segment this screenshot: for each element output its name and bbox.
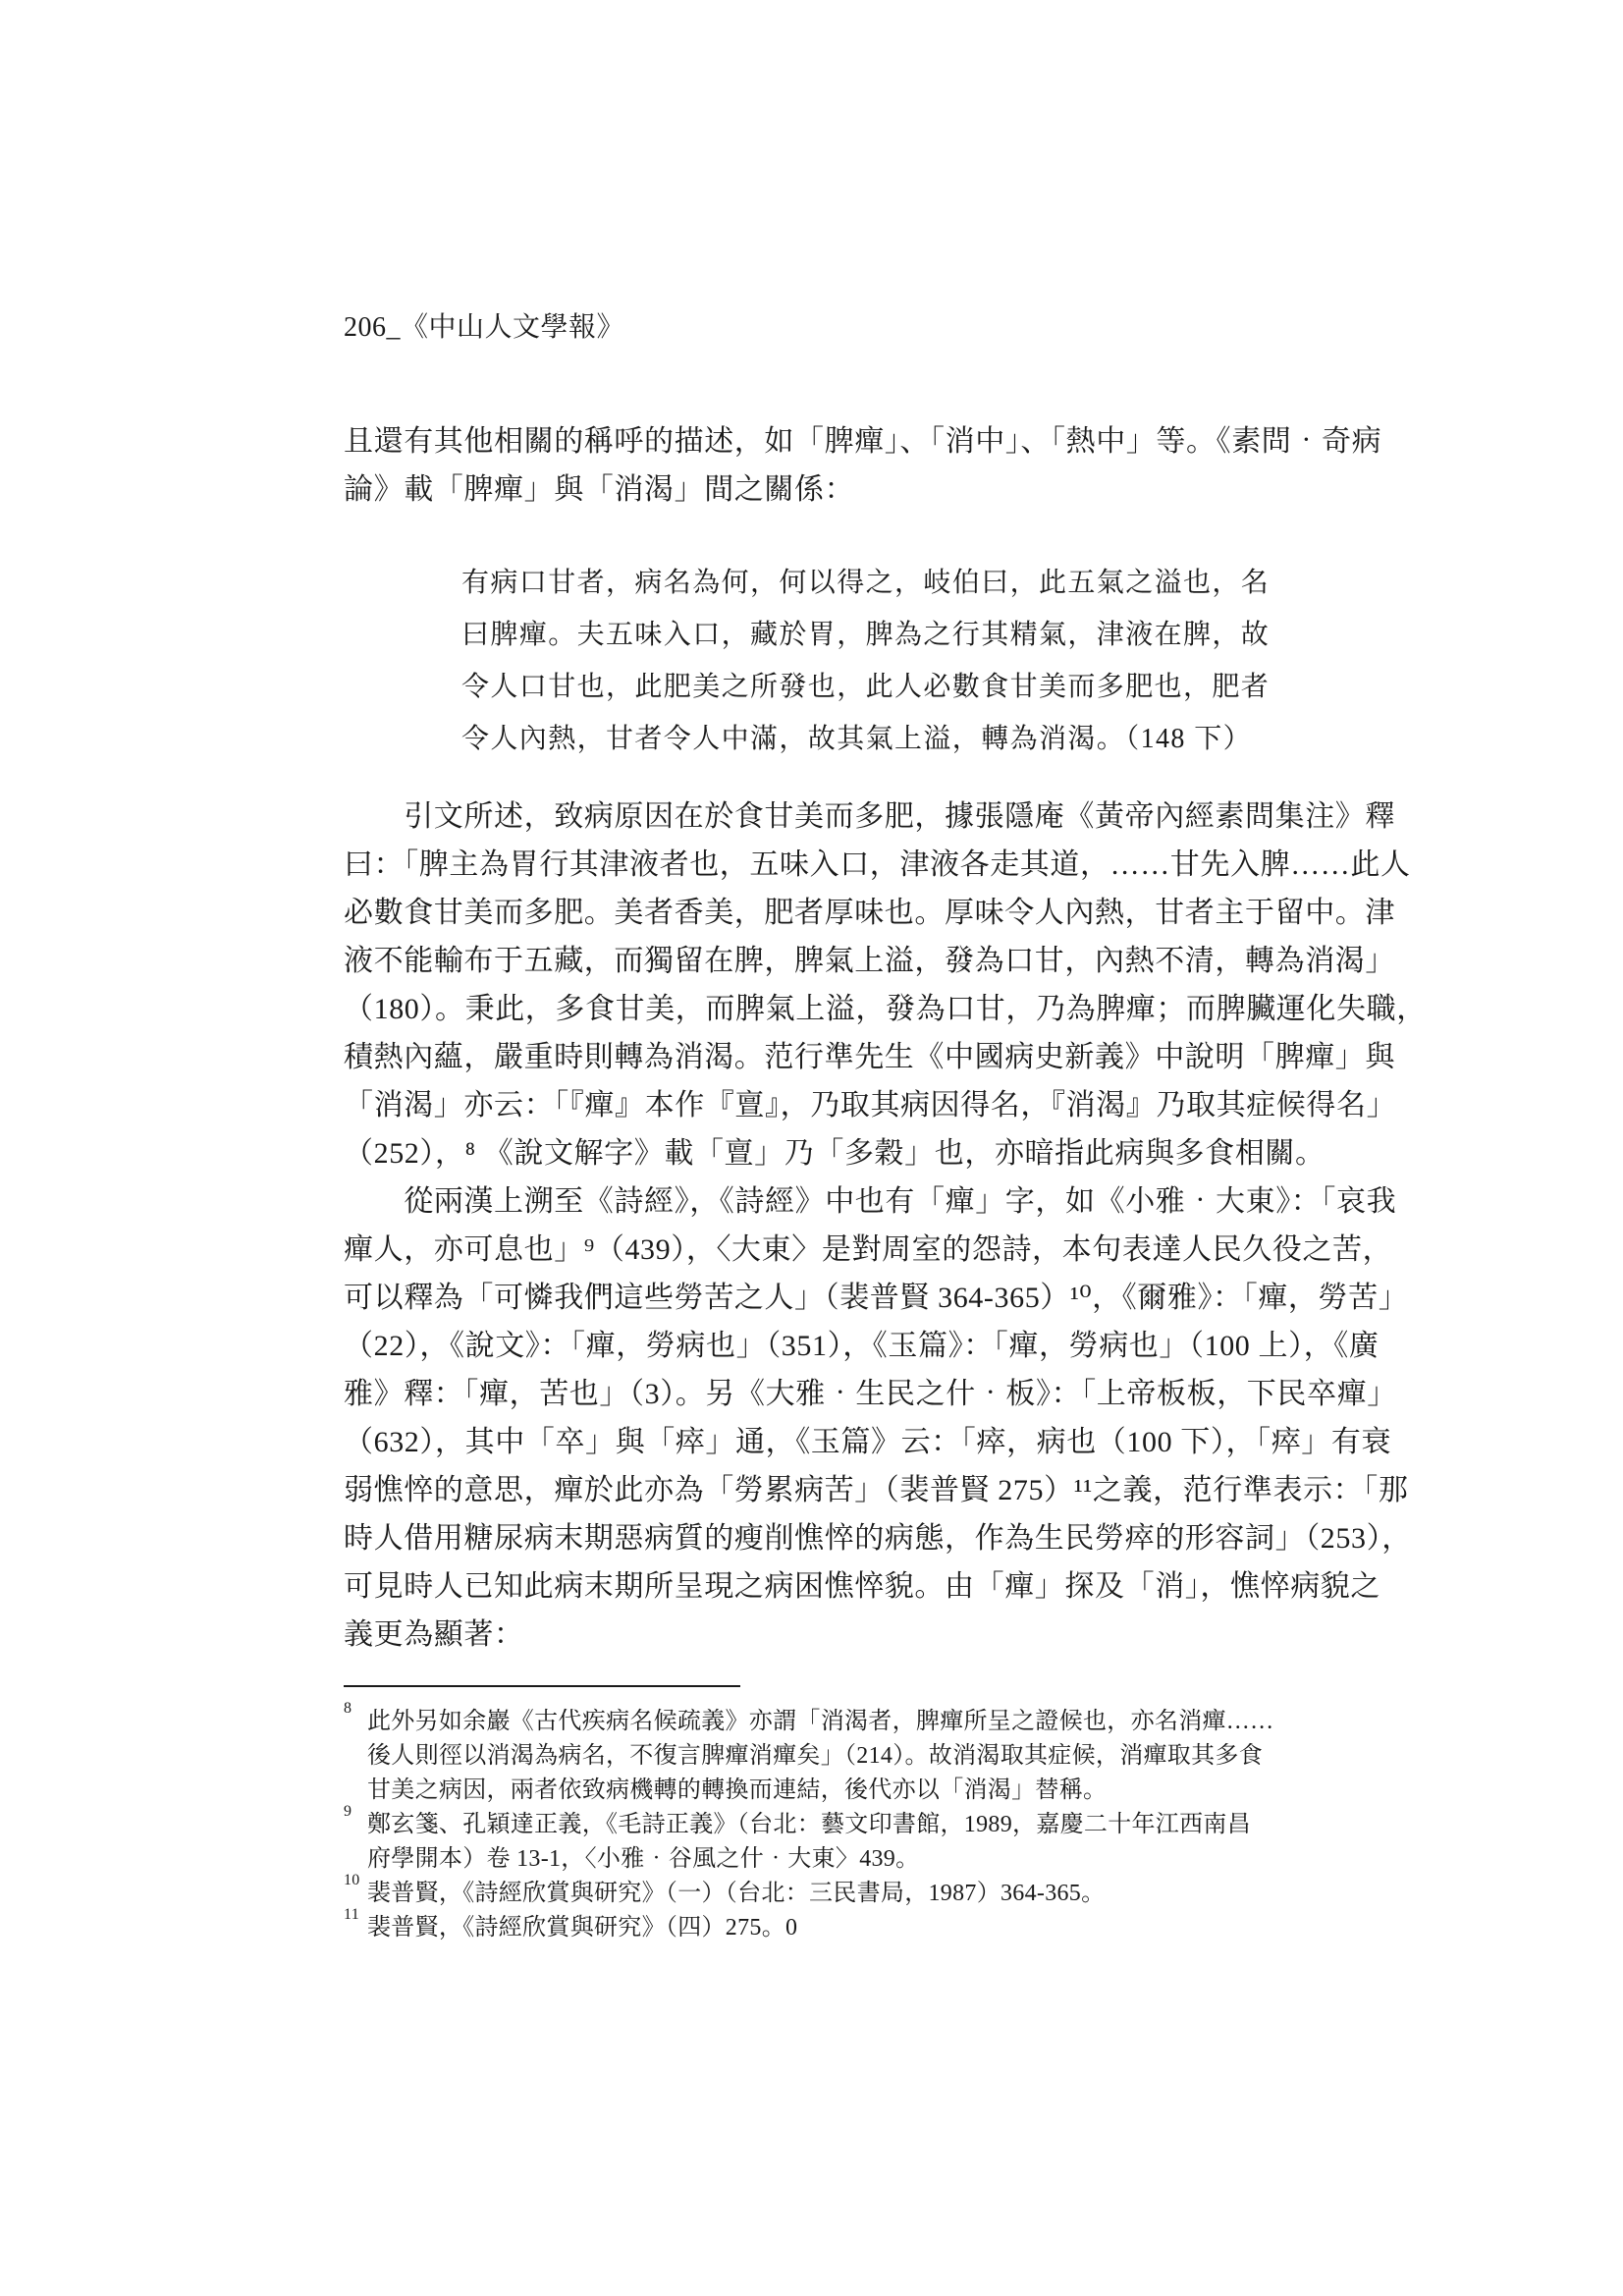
body-line: 弱憔悴的意思，癉於此亦為「勞累病苦」（裴普賢 275）¹¹之義，范行準表示：「那 [344, 1474, 1409, 1506]
footnote-11 [344, 1906, 1296, 1945]
footnote-line [344, 1774, 1296, 1808]
body-line: 可以釋為「可憐我們這些勞苦之人」（裴普賢 364-365）¹⁰，《爾雅》：「癉，勞苦」 [344, 1282, 1409, 1314]
footnote-line [344, 1739, 1296, 1774]
footnote-line [344, 1700, 1296, 1739]
footnote-9 [344, 1803, 1296, 1877]
footnote-text: 裴普賢，《詩經欣賞與研究》（一）（台北：三民書局，1987）364-365。 [367, 1881, 1106, 1906]
footnote-divider [344, 1685, 740, 1687]
intro-paragraph [344, 417, 1382, 514]
footnote-line [344, 1872, 1296, 1911]
footnotes-section [344, 1700, 1296, 1945]
footnote-text: 甘美之病因，兩者依致病機轉的轉換而連結，後代亦以「消渴」替稱。 [367, 1777, 1108, 1803]
body-line: 曰：「脾主為胃行其津液者也，五味入口，津液各走其道，……甘先入脾……此人 [344, 848, 1411, 881]
body-line: 液不能輸布于五藏，而獨留在脾，脾氣上溢，發為口甘，內熱不清，轉為消渴」 [344, 945, 1395, 977]
body-line: 時人借用糖尿病末期惡病質的瘦削憔悴的病態，作為生民勞瘁的形容詞」（253）， [344, 1522, 1412, 1555]
footnote-number: 11 [344, 1906, 360, 1923]
footnote-text: 府學開本）卷 13-1，〈小雅‧谷風之什‧大東〉439。 [367, 1846, 920, 1872]
main-paragraphs [344, 793, 1427, 1659]
footnote-line [344, 1906, 1296, 1945]
body-line: 可見時人已知此病末期所呈現之病困憔悴貌。由「癉」探及「消」，憔悴病貌之 [344, 1570, 1380, 1603]
running-head: 206_《中山人文學報》 [344, 312, 625, 343]
body-line: 引文所述，致病原因在於食甘美而多肥，據張隱庵《黃帝內經素問集注》釋 [344, 800, 1395, 833]
footnote-number: 8 [344, 1700, 352, 1717]
footnote-number: 10 [344, 1872, 360, 1888]
body-line: 「消渴」亦云：「『癉』本作『亶』，乃取其病因得名，『消渴』乃取其症候得名」 [344, 1089, 1397, 1121]
body-line: 雅》釋：「癉，苦也」（3）。另《大雅‧生民之什‧板》：「上帝板板，下民卒癉」 [344, 1378, 1397, 1410]
quote-line: 令人內熱，甘者令人中滿，故其氣上溢，轉為消渴。（148 下） [461, 724, 1253, 754]
footnote-text: 後人則徑以消渴為病名，不復言脾癉消癉矣」（214）。故消渴取其症候，消癉取其多食 [367, 1743, 1263, 1769]
footnote-text: 裴普賢，《詩經欣賞與研究》（四）275。0 [367, 1915, 798, 1941]
body-line: 必數食甘美而多肥。美者香美，肥者厚味也。厚味令人內熱，甘者主于留中。津 [344, 897, 1395, 929]
intro-line: 且還有其他相關的稱呼的描述，如「脾癉」、「消中」、「熱中」等。《素問‧奇病 [344, 425, 1382, 458]
footnote-8 [344, 1700, 1296, 1808]
footnote-line [344, 1803, 1296, 1842]
block-quote [461, 557, 1271, 765]
quote-line: 有病口甘者，病名為何，何以得之，岐伯曰，此五氣之溢也，名 [461, 568, 1271, 598]
footnote-line [344, 1842, 1296, 1877]
body-line: 義更為顯著： [344, 1618, 524, 1651]
intro-line: 論》載「脾癉」與「消渴」間之關係： [344, 473, 855, 506]
body-line: （252），⁸ 《說文解字》載「亶」乃「多穀」也，亦暗指此病與多食相關。 [344, 1137, 1325, 1170]
body-line: （22），《說文》：「癉，勞病也」（351），《玉篇》：「癉，勞病也」（100 上），《廣 [344, 1330, 1380, 1362]
body-line: 癉人，亦可息也」⁹（439），〈大東〉是對周室的怨詩，本句表達人民久役之苦， [344, 1233, 1393, 1266]
body-line: （180）。秉此，多食甘美，而脾氣上溢，發為口甘，乃為脾癉；而脾臟運化失職， [344, 993, 1427, 1025]
footnote-text: 鄭玄箋、孔穎達正義，《毛詩正義》（台北：藝文印書館，1989，嘉慶二十年江西南昌 [367, 1812, 1251, 1837]
body-line: 從兩漢上溯至《詩經》，《詩經》中也有「癉」字，如《小雅‧大東》：「哀我 [344, 1185, 1397, 1218]
footnote-10 [344, 1872, 1296, 1911]
body-line: （632），其中「卒」與「瘁」通，《玉篇》云：「瘁，病也（100 下），「瘁」有衰 [344, 1426, 1392, 1458]
body-line: 積熱內蘊，嚴重時則轉為消渴。范行準先生《中國病史新義》中說明「脾癉」與 [344, 1041, 1395, 1073]
quote-line: 曰脾癉。夫五味入口，藏於胃，脾為之行其精氣，津液在脾，故 [461, 620, 1271, 650]
footnote-number: 9 [344, 1803, 352, 1820]
quote-line: 令人口甘也，此肥美之所發也，此人必數食甘美而多肥也，肥者 [461, 672, 1271, 702]
footnote-text: 此外另如余巖《古代疾病名候疏義》亦謂「消渴者，脾癉所呈之證候也，亦名消癉…… [367, 1709, 1274, 1734]
